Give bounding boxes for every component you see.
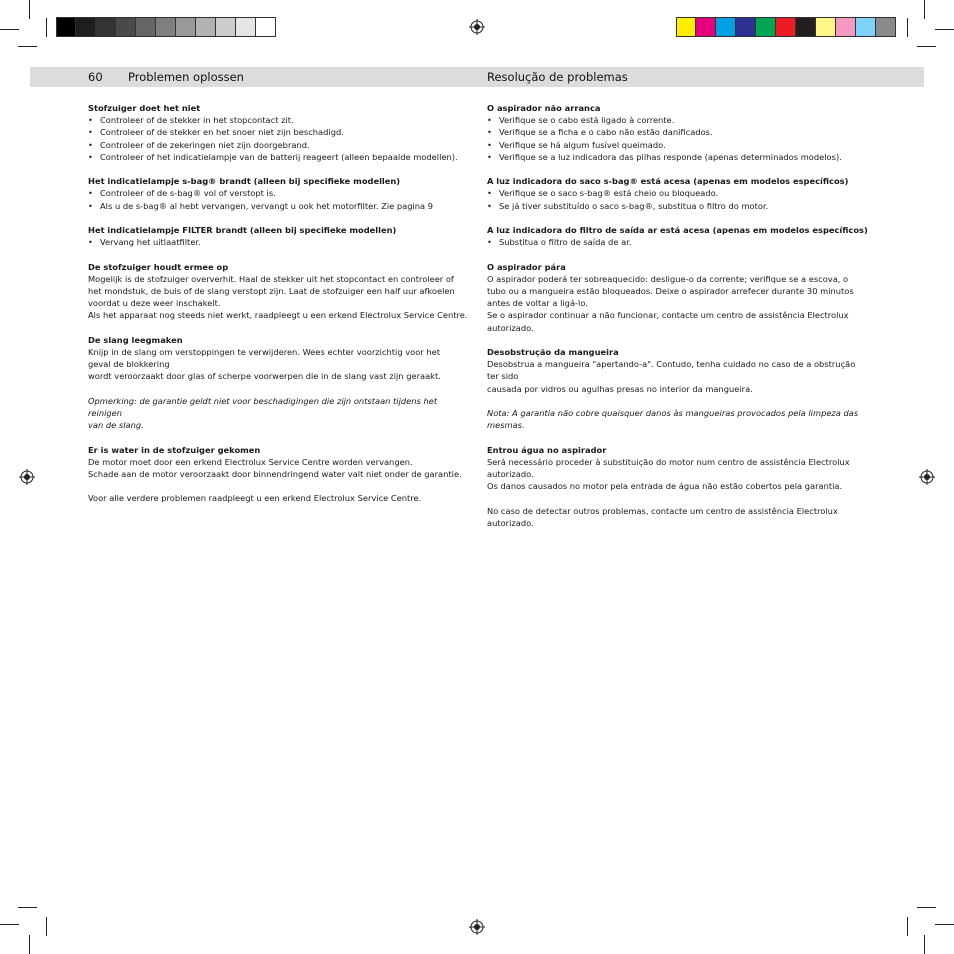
list-item: • Controleer of de stekker in het stopcontact zit. xyxy=(88,114,473,126)
closing-paragraph xyxy=(88,492,473,504)
list-item: • Verifique se há algum fusível queimado. xyxy=(487,139,872,151)
section-heading: Stofzuiger doet het niet xyxy=(88,103,201,113)
bullet-list xyxy=(487,114,872,163)
text-line: mesmas. xyxy=(487,420,525,431)
color-swatch xyxy=(56,17,76,37)
color-swatch xyxy=(156,17,176,37)
section-heading: Entrou água no aspirador xyxy=(487,444,607,455)
color-swatch xyxy=(856,17,876,37)
section-hose xyxy=(487,346,872,395)
text-line: Opmerking: de garantie geldt niet voor beschadigingen die zijn ontstaan tijdens het reinigen xyxy=(88,395,438,418)
section-sbag-indicator xyxy=(487,175,872,212)
crop-mark xyxy=(907,917,908,936)
text-line: Schade aan de motor veroorzaakt door binnendringend water valt niet onder de garantie. xyxy=(88,469,462,479)
section-heading: De slang leegmaken xyxy=(88,334,183,345)
crop-mark xyxy=(29,0,30,19)
text-line: antes de voltar a ligá-lo. xyxy=(487,298,588,309)
text-line: tubo ou a mangueira estão bloqueados. Deixe o aspirador arrefecer durante 30 minutos xyxy=(487,286,854,296)
bullet-list xyxy=(88,236,473,248)
section-heading: Er is water in de stofzuiger gekomen xyxy=(88,444,261,455)
crop-mark xyxy=(46,917,47,936)
section-stops xyxy=(88,261,473,322)
text-line: Voor alle verdere problemen raadpleegt u een erkend Electrolux Service Centre. xyxy=(88,493,422,504)
crop-mark xyxy=(917,907,936,908)
bullet-list xyxy=(88,114,473,163)
section-not-working xyxy=(88,102,473,163)
section-filter-indicator xyxy=(88,224,473,248)
list-item: • Verifique se o cabo está ligado à corrente. xyxy=(487,114,872,126)
text-line: autorizado. xyxy=(487,322,534,333)
color-swatch xyxy=(876,17,896,37)
section-heading: Het indicatielampje s-bag® brandt (alleen bij specifieke modellen) xyxy=(88,176,401,187)
text-line: No caso de detectar outros problemas, contacte um centro de assistência Electrolux xyxy=(487,505,838,516)
list-item: • Se já tiver substituído o saco s-bag®, substitua o filtro do motor. xyxy=(487,200,872,212)
grayscale-color-bar xyxy=(56,17,276,37)
color-swatch xyxy=(696,17,716,37)
list-item: • Verifique se a ficha e o cabo não estão danificados. xyxy=(487,126,872,138)
color-swatch xyxy=(716,17,736,37)
list-item: • Vervang het uitlaatfilter. xyxy=(88,236,473,248)
color-swatch xyxy=(796,17,816,37)
crop-mark xyxy=(917,46,936,47)
crop-mark xyxy=(924,0,925,19)
paragraph xyxy=(487,358,872,395)
text-line: Se o aspirador continuar a não funcionar, contacte um centro de assistência Electrolux xyxy=(487,310,849,321)
warranty-note xyxy=(88,395,473,432)
crop-mark xyxy=(18,46,37,47)
text-line: Mogelijk is de stofzuiger oververhit. Haal de stekker uit het stopcontact en controleer of xyxy=(88,273,454,284)
section-stops xyxy=(487,261,872,334)
text-line: causada por vidros ou agulhas presas no interior da mangueira. xyxy=(487,383,753,394)
text-line: Als het apparaat nog steeds niet werkt, raadpleegt u een erkend Electrolux Service Centre. xyxy=(88,310,468,321)
color-swatch xyxy=(176,17,196,37)
text-line: Será necessário proceder à substituição do motor num centro de assistência Electrolux xyxy=(487,456,850,467)
text-line: wordt veroorzaakt door glas of scherpe voorwerpen die in de slang vast zijn geraakt. xyxy=(88,371,441,382)
list-item: • Substitua o filtro de saída de ar. xyxy=(487,236,872,248)
crop-mark xyxy=(0,29,19,30)
color-swatch xyxy=(736,17,756,37)
page-title-right: Resolução de problemas xyxy=(487,70,628,84)
crop-mark xyxy=(46,18,47,37)
registration-mark-icon xyxy=(919,469,935,485)
section-heading: A luz indicadora do saco s-bag® está acesa (apenas em modelos específicos) xyxy=(487,176,849,187)
crop-mark xyxy=(935,29,954,30)
crop-mark xyxy=(18,907,37,908)
bullet-list xyxy=(88,187,473,211)
text-line: het mondstuk, de buis of de slang verstopt zijn. Laat de stofzuiger een half uur afkoelen xyxy=(88,286,455,296)
text-line: voordat u deze weer inschakelt. xyxy=(88,298,221,309)
color-swatch xyxy=(776,17,796,37)
crop-mark xyxy=(29,935,30,954)
color-swatch xyxy=(96,17,116,37)
paragraph xyxy=(88,456,473,480)
list-item: • Controleer of de zekeringen niet zijn doorgebrand. xyxy=(88,139,473,151)
section-heading: O aspirador pára xyxy=(487,261,566,272)
text-line: autorizado. xyxy=(487,517,534,528)
text-line: geval de blokkering xyxy=(88,359,170,370)
text-line: autorizado. xyxy=(487,469,534,479)
page-title-left: Problemen oplossen xyxy=(128,70,244,84)
section-filter-indicator xyxy=(487,224,872,248)
registration-mark-icon xyxy=(19,469,35,485)
right-column xyxy=(487,102,872,529)
color-swatch xyxy=(756,17,776,37)
section-sbag-indicator xyxy=(88,175,473,212)
crop-mark xyxy=(0,924,19,925)
section-heading: O aspirador não arranca xyxy=(487,103,601,113)
text-line: Os danos causados no motor pela entrada de água não estão cobertos pela garantia. xyxy=(487,481,843,492)
list-item: • Verifique se o saco s-bag® está cheio ou bloqueado. xyxy=(487,187,872,199)
crop-mark xyxy=(935,924,954,925)
page-number: 60 xyxy=(88,70,103,84)
list-item: • Controleer of de s-bag® vol of verstopt is. xyxy=(88,187,473,199)
color-swatch xyxy=(836,17,856,37)
registration-mark-icon xyxy=(469,19,485,35)
color-swatch xyxy=(216,17,236,37)
color-swatch xyxy=(196,17,216,37)
section-not-working xyxy=(487,102,872,163)
text-line: Desobstrua a mangueira "apertando-a". Contudo, tenha cuidado no caso de a obstrução xyxy=(487,359,856,370)
warranty-note xyxy=(487,407,872,431)
registration-mark-icon xyxy=(469,919,485,935)
color-swatch xyxy=(676,17,696,37)
color-swatch xyxy=(136,17,156,37)
bullet-list xyxy=(487,236,872,248)
process-color-bar xyxy=(676,17,896,37)
section-heading: A luz indicadora do filtro de saída ar está acesa (apenas em modelos específicos) xyxy=(487,225,868,235)
section-hose xyxy=(88,334,473,383)
crop-mark xyxy=(924,935,925,954)
list-item: • Controleer of de stekker en het snoer niet zijn beschadigd. xyxy=(88,126,473,138)
list-item: • Verifique se a luz indicadora das pilhas responde (apenas determinados modelos). xyxy=(487,151,872,163)
list-item: • Als u de s-bag® al hebt vervangen, vervangt u ook het motorfilter. Zie pagina 9 xyxy=(88,200,473,212)
paragraph xyxy=(88,273,473,322)
section-heading: De stofzuiger houdt ermee op xyxy=(88,261,229,272)
left-column xyxy=(88,102,473,505)
text-line: Knijp in de slang om verstoppingen te verwijderen. Wees echter voorzichtig voor het xyxy=(88,347,440,357)
paragraph xyxy=(88,346,473,383)
crop-mark xyxy=(907,18,908,37)
color-swatch xyxy=(236,17,256,37)
text-line: Nota: A garantia não cobre quaisquer danos às mangueiras provocados pela limpeza das xyxy=(487,408,859,418)
section-water xyxy=(88,444,473,481)
closing-paragraph xyxy=(487,505,872,529)
section-heading: Desobstrução da mangueira xyxy=(487,347,619,357)
list-item: • Controleer of het indicatielampje van de batterij reageert (alleen bepaalde modellen). xyxy=(88,151,473,163)
color-swatch xyxy=(256,17,276,37)
text-line: ter sido xyxy=(487,371,519,382)
color-swatch xyxy=(116,17,136,37)
bullet-list xyxy=(487,187,872,211)
color-swatch xyxy=(76,17,96,37)
text-line: van de slang. xyxy=(88,420,144,431)
paragraph xyxy=(487,456,872,493)
paragraph xyxy=(487,273,872,334)
section-heading: Het indicatielampje FILTER brandt (alleen bij specifieke modellen) xyxy=(88,225,397,235)
text-line: De motor moet door een erkend Electrolux Service Centre worden vervangen. xyxy=(88,456,413,467)
color-swatch xyxy=(816,17,836,37)
text-line: O aspirador poderá ter sobreaquecido: desligue-o da corrente; verifique se a escova, o xyxy=(487,273,849,284)
section-water xyxy=(487,444,872,493)
